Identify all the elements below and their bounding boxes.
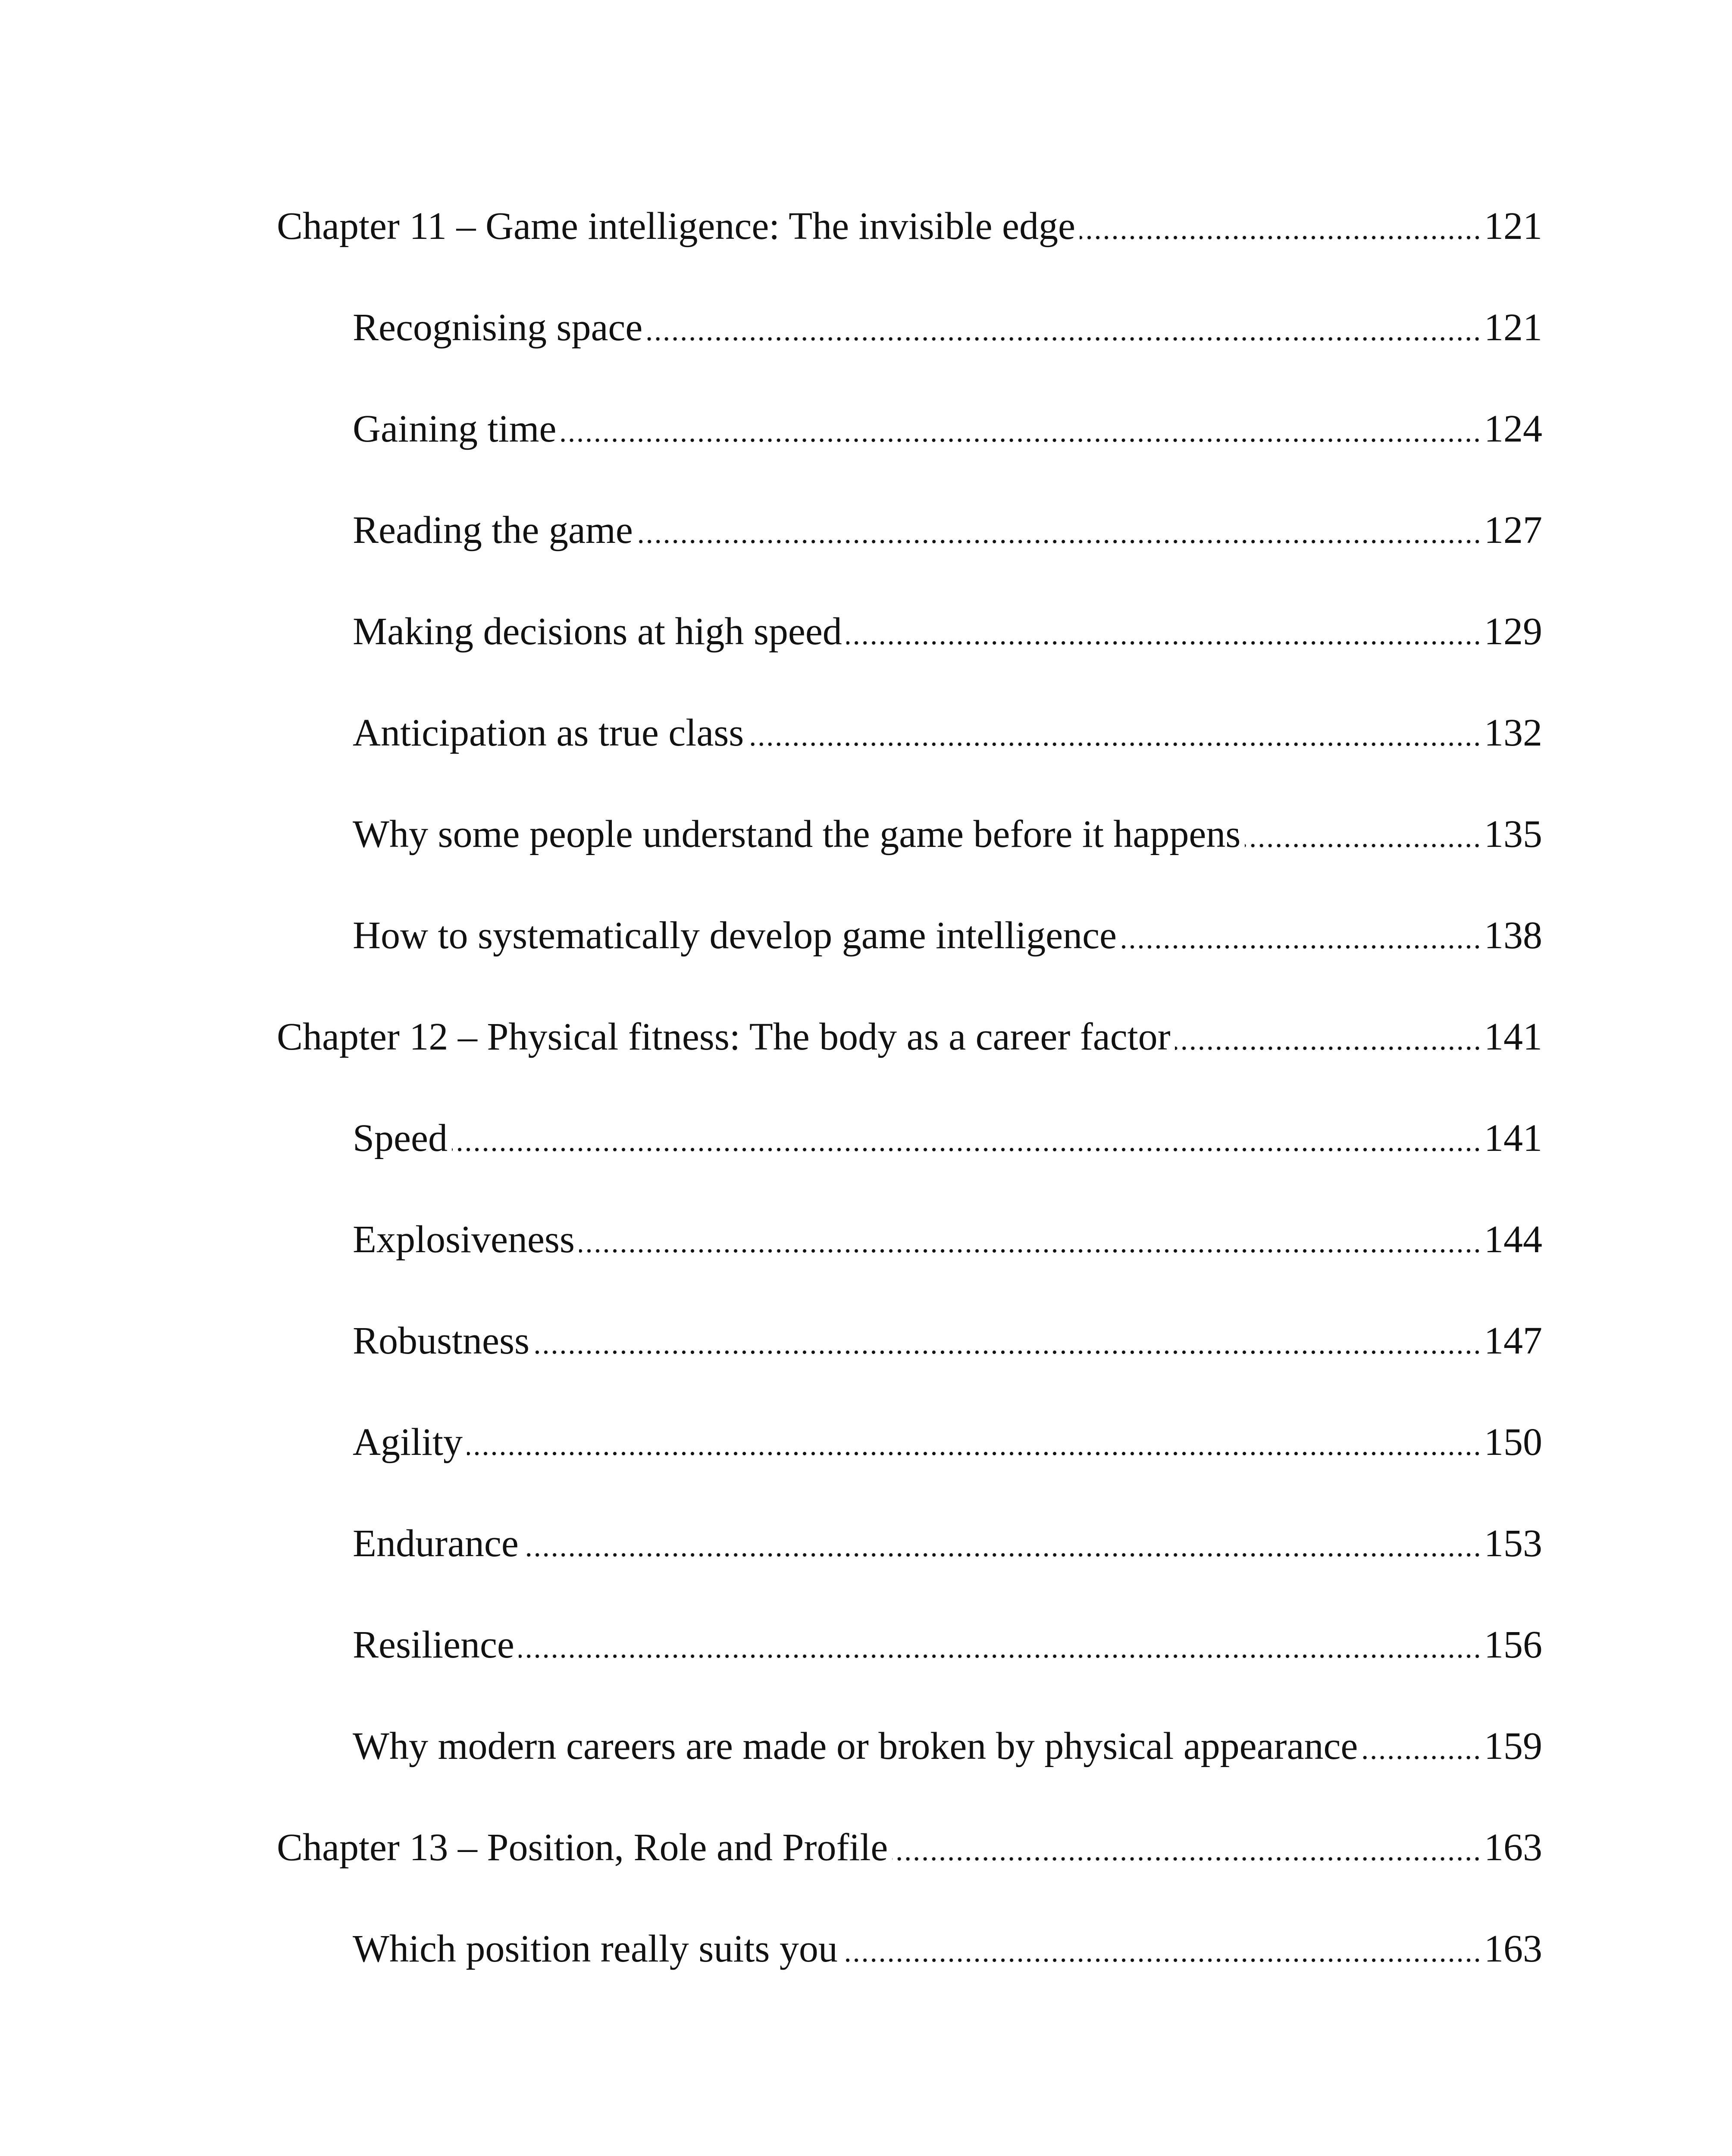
toc-dot-leader [1121, 945, 1481, 949]
toc-page-number: 153 [1484, 1522, 1542, 1565]
toc-section-agility[interactable] [353, 1406, 1542, 1462]
toc-dot-leader [467, 1451, 1481, 1456]
toc-section-making-decisions[interactable] [353, 595, 1542, 651]
toc-chapter-11[interactable] [277, 190, 1542, 246]
toc-entry-title: Speed [353, 1117, 448, 1159]
toc-section-anticipation[interactable] [353, 696, 1542, 752]
toc-page-number: 121 [1484, 205, 1542, 248]
toc-entry-title: Agility [353, 1421, 463, 1463]
toc-section-resilience[interactable] [353, 1608, 1542, 1664]
toc-entry-title: Recognising space [353, 306, 643, 349]
toc-chapter-13[interactable] [277, 1811, 1542, 1867]
toc-entry-title: Reading the game [353, 509, 633, 552]
toc-dot-leader [637, 539, 1481, 544]
toc-dot-leader [1245, 843, 1481, 848]
toc-section-understand-the-game[interactable] [353, 798, 1542, 854]
toc-page-number: 163 [1484, 1927, 1542, 1970]
toc-dot-leader [1175, 1046, 1481, 1050]
toc-entry-title: How to systematically develop game intelligence [353, 914, 1117, 957]
toc-entry-title: Robustness [353, 1319, 530, 1362]
toc-page-number: 135 [1484, 813, 1542, 856]
toc-dot-leader [748, 742, 1481, 746]
toc-entry-title: Resilience [353, 1623, 514, 1666]
toc-section-explosiveness[interactable] [353, 1203, 1542, 1259]
toc-page-number: 159 [1484, 1725, 1542, 1767]
toc-page-number: 144 [1484, 1218, 1542, 1261]
toc-page-number: 150 [1484, 1421, 1542, 1463]
toc-entry-title: Why some people understand the game before it happens [353, 813, 1241, 856]
toc-dot-leader [842, 1958, 1481, 1962]
toc-dot-leader [523, 1553, 1481, 1557]
toc-section-endurance[interactable] [353, 1507, 1542, 1563]
toc-entry-title: Why modern careers are made or broken by physical appearance [353, 1725, 1358, 1767]
toc-page-number: 141 [1484, 1015, 1542, 1058]
toc-section-gaining-time[interactable] [353, 392, 1542, 448]
toc-dot-leader [892, 1857, 1481, 1861]
toc-page-number: 163 [1484, 1826, 1542, 1869]
toc-dot-leader [519, 1654, 1481, 1658]
toc-page-number: 124 [1484, 407, 1542, 450]
toc-page-number: 127 [1484, 509, 1542, 552]
toc-page-number: 129 [1484, 610, 1542, 653]
toc-dot-leader [579, 1249, 1481, 1253]
toc-entry-title: Chapter 13 – Position, Role and Profile [277, 1826, 888, 1869]
toc-entry-title: Gaining time [353, 407, 557, 450]
toc-dot-leader [1362, 1755, 1481, 1760]
toc-chapter-12[interactable] [277, 1000, 1542, 1056]
toc-section-robustness[interactable] [353, 1304, 1542, 1360]
toc-page-number: 138 [1484, 914, 1542, 957]
toc-page-number: 121 [1484, 306, 1542, 349]
toc-entry-title: Which position really suits you [353, 1927, 838, 1970]
toc-entry-title: Explosiveness [353, 1218, 575, 1261]
toc-dot-leader [452, 1147, 1481, 1152]
toc-entry-title: Endurance [353, 1522, 519, 1565]
toc-section-speed[interactable] [353, 1102, 1542, 1158]
toc-entry-title: Anticipation as true class [353, 711, 744, 754]
toc-section-which-position[interactable] [353, 1912, 1542, 1968]
toc-section-recognising-space[interactable] [353, 291, 1542, 347]
toc-page-number: 141 [1484, 1117, 1542, 1159]
toc-section-develop-game-intelligence[interactable] [353, 899, 1542, 955]
toc-section-reading-the-game[interactable] [353, 494, 1542, 550]
toc-entry-title: Making decisions at high speed [353, 610, 842, 653]
toc-dot-leader [561, 438, 1481, 442]
toc-section-modern-careers[interactable] [353, 1710, 1542, 1766]
toc-entry-title: Chapter 12 – Physical fitness: The body as a career factor [277, 1015, 1171, 1058]
toc-page-number: 132 [1484, 711, 1542, 754]
toc-dot-leader [1080, 235, 1481, 240]
toc-page-number: 147 [1484, 1319, 1542, 1362]
toc-dot-leader [846, 641, 1481, 645]
toc-entry-title: Chapter 11 – Game intelligence: The invisible edge [277, 205, 1075, 248]
toc-page-number: 156 [1484, 1623, 1542, 1666]
toc-dot-leader [647, 337, 1481, 341]
toc-dot-leader [534, 1350, 1481, 1354]
